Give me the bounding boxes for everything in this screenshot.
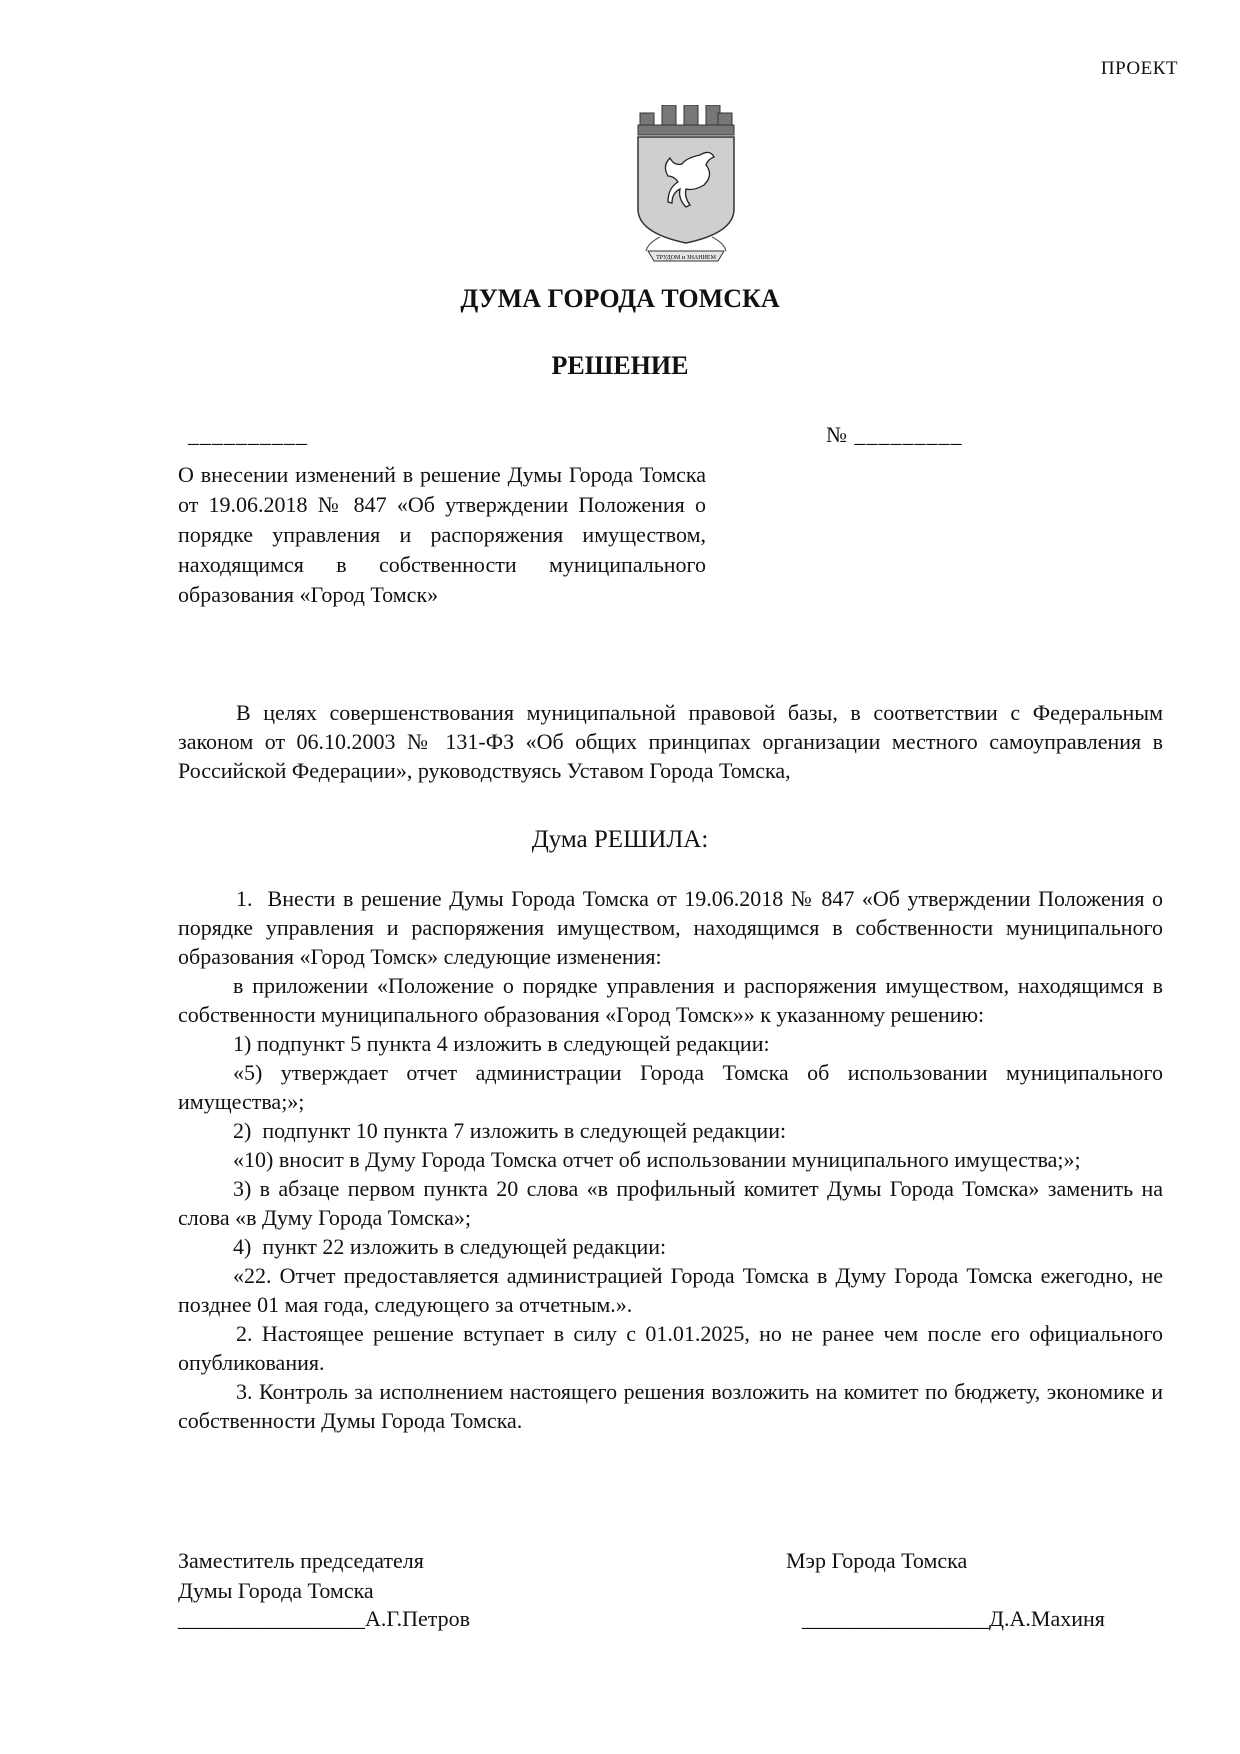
mayor-signature-title: Мэр Города Томска — [786, 1548, 968, 1573]
preamble-paragraph: В целях совершенствования муниципальной правовой базы, в соответствии с Федеральным законом от 06.10.2003 № 131-ФЗ «Об общих принципах организации местного самоуправления в Российской Федерации», руководствуясь Уставом Города Томска, — [178, 700, 1163, 783]
coat-of-arms-icon — [630, 105, 742, 275]
item-paragraph: 4) пункт 22 изложить в следующей редакции: — [233, 1234, 667, 1259]
document-type-title: РЕШЕНИЕ — [551, 351, 689, 380]
item-paragraph: 1) подпункт 5 пункта 4 изложить в следующей редакции: — [233, 1031, 770, 1056]
item-paragraph: 3) в абзаце первом пункта 20 слова «в профильный комитет Думы Города Томска» заменить на слова «в Думу Города Томска»; — [178, 1176, 1163, 1230]
number-blank: № _________ — [826, 422, 963, 447]
deputy-chair-signature-title — [178, 1546, 424, 1606]
item-paragraph: «22. Отчет предоставляется администрацией Города Томска в Думу Города Томска ежегодно, не позднее 01 мая года, следующего за отчетным.». — [178, 1263, 1163, 1317]
mayor-signature-line: _________________Д.А.Махиня — [802, 1606, 1105, 1631]
motto-text: ТРУДОМ и ЗНАНИЕМ — [656, 255, 716, 261]
resolution-heading: Дума РЕШИЛА: — [531, 826, 709, 853]
deputy-chair-signature-line: _________________А.Г.Петров — [178, 1606, 471, 1631]
date-blank: __________ — [188, 422, 308, 447]
item-paragraph: 2. Настоящее решение вступает в силу с 01.01.2025, но не ранее чем после его официального опубликования. — [178, 1321, 1163, 1375]
document-subject: О внесении изменений в решение Думы Города Томска от 19.06.2018 № 847 «Об утверждении Положения о порядке управления и распоряжения имуществом, находящимся в собственности муниципального образования «Город Томск» — [178, 462, 706, 607]
organization-title: ДУМА ГОРОДА ТОМСКА — [460, 284, 780, 313]
item-paragraph: 1. Внести в решение Думы Города Томска от 19.06.2018 № 847 «Об утверждении Положения о порядке управления и распоряжения имуществом, находящимся в собственности муниципального образования «Город Томск» следующие изменения: — [178, 886, 1163, 969]
item-paragraph: «5) утверждает отчет администрации Города Томска об использовании муниципального имущества;»; — [178, 1060, 1163, 1114]
deputy-chair-title-line1: Заместитель председателя — [178, 1548, 424, 1573]
item-paragraph: в приложении «Положение о порядке управления и распоряжения имуществом, находящимся в собственности муниципального образования «Город Томск»» к указанному решению: — [178, 973, 1163, 1027]
item-paragraph: 3. Контроль за исполнением настоящего решения возложить на комитет по бюджету, экономике и собственности Думы Города Томска. — [178, 1379, 1163, 1433]
deputy-chair-title-line2: Думы Города Томска — [178, 1578, 374, 1603]
draft-stamp: ПРОЕКТ — [1100, 58, 1178, 79]
resolution-items — [178, 884, 1163, 1435]
item-paragraph: «10) вносит в Думу Города Томска отчет об использовании муниципального имущества;»; — [233, 1147, 1081, 1172]
item-paragraph: 2) подпункт 10 пункта 7 изложить в следующей редакции: — [233, 1118, 787, 1143]
